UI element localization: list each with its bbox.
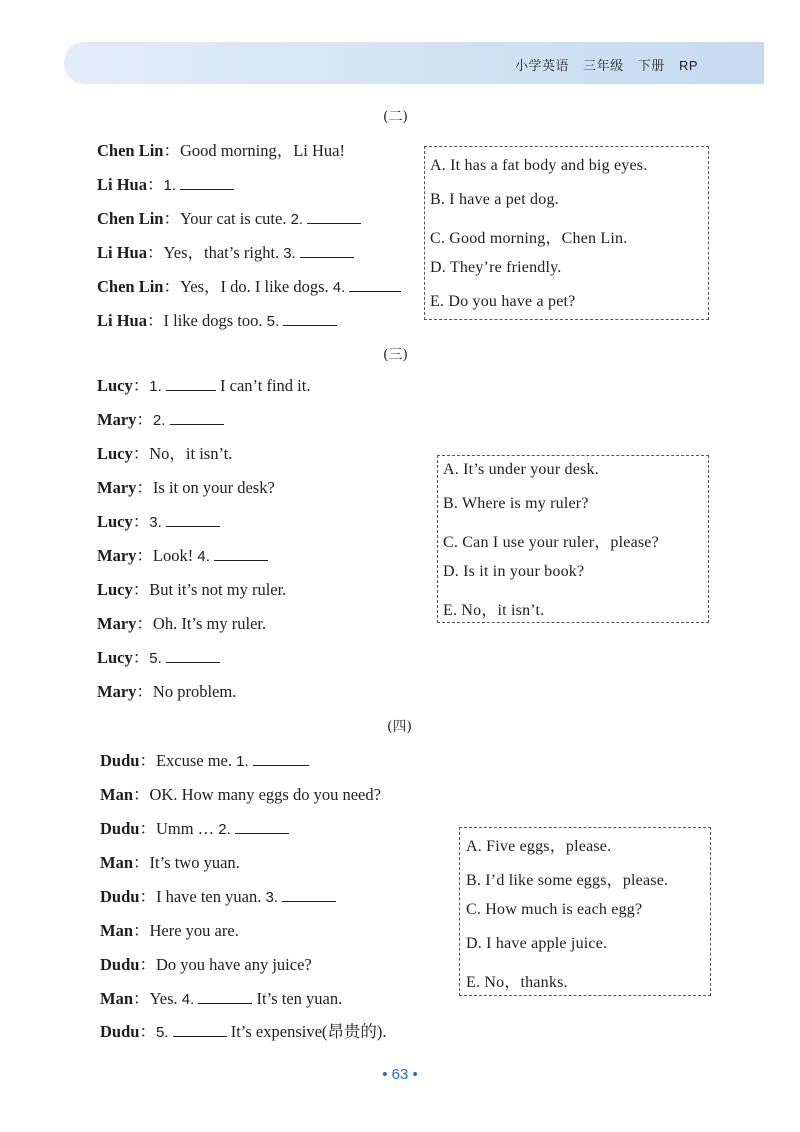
speaker-name: Dudu [100, 955, 140, 974]
speaker-colon: ： [163, 209, 180, 228]
dialogue-line [97, 444, 232, 464]
dialogue-text: OK. How many eggs do you need? [149, 785, 381, 804]
header-volume: 下册 [637, 58, 665, 73]
speaker-colon: ： [163, 277, 180, 296]
dialogue-text-after: It’s ten yuan. [256, 989, 343, 1008]
answer-option: C. Can I use your ruler，please? [443, 534, 659, 551]
speaker-name: Chen Lin [97, 277, 164, 296]
section-title-2: (二) [383, 109, 408, 125]
dialogue-line [97, 614, 266, 634]
dialogue-text: No problem. [152, 682, 237, 701]
question-number: 4. [332, 279, 346, 296]
speaker-colon: ： [146, 311, 164, 330]
dialogue-text: Good morning，Li Hua! [179, 141, 345, 160]
answer-blank[interactable] [282, 887, 336, 902]
speaker-colon: ： [139, 1022, 156, 1041]
speaker-name: Chen Lin [97, 141, 164, 160]
question-number: 2. [218, 821, 231, 838]
speaker-name: Mary [97, 614, 137, 633]
answer-blank[interactable] [198, 989, 252, 1004]
speaker-name: Man [100, 921, 133, 940]
answer-option: B. Where is my ruler? [443, 495, 589, 512]
dialogue-text: Is it on your desk? [152, 478, 275, 497]
dialogue-text: Umm … [155, 819, 215, 838]
speaker-colon: ： [139, 819, 156, 838]
question-number: 2. [152, 412, 166, 429]
answer-option: B. I’d like some eggs，please. [466, 872, 669, 889]
speaker-colon: ： [136, 410, 153, 429]
speaker-colon: ： [136, 682, 153, 701]
dialogue-text: Yes，that’s right. [163, 243, 280, 262]
dialogue-line [97, 376, 310, 397]
dialogue-line [97, 311, 337, 332]
speaker-colon: ： [136, 478, 153, 497]
answer-option: A. It has a fat body and big eyes. [430, 157, 648, 174]
answer-blank[interactable] [349, 277, 401, 292]
dialogue-text: Oh. It’s my ruler. [152, 614, 267, 633]
dialogue-text: It’s two yuan. [149, 853, 240, 872]
speaker-name: Mary [97, 546, 137, 565]
speaker-name: Man [100, 989, 133, 1008]
speaker-colon: ： [139, 955, 156, 974]
dialogue-text: No，it isn’t. [149, 444, 233, 463]
dialogue-text: Excuse me. [155, 751, 233, 770]
speaker-colon: ： [136, 614, 153, 633]
speaker-name: Mary [97, 478, 137, 497]
dialogue-line [100, 819, 289, 840]
speaker-name: Li Hua [97, 175, 147, 194]
dialogue-text: Here you are. [149, 921, 239, 940]
answer-option: C. Good morning，Chen Lin. [430, 230, 628, 247]
dialogue-line [100, 751, 309, 772]
speaker-colon: ： [133, 989, 150, 1008]
answer-option: E. Do you have a pet? [430, 293, 576, 310]
header-subject: 小学英语 [515, 58, 570, 73]
dialogue-line [97, 175, 234, 196]
dialogue-text: Do you have any juice? [155, 955, 312, 974]
speaker-name: Li Hua [97, 243, 147, 262]
dialogue-text: Yes，I do. I like dogs. [179, 277, 329, 296]
dialogue-line [97, 546, 268, 567]
answer-option: C. How much is each egg? [466, 901, 643, 918]
answer-blank[interactable] [253, 751, 309, 766]
answer-option: E. No，it isn’t. [443, 602, 545, 619]
speaker-name: Dudu [100, 887, 140, 906]
dialogue-line [100, 989, 342, 1010]
speaker-colon: ： [163, 141, 180, 160]
dialogue-line [100, 1022, 387, 1043]
answer-blank[interactable] [170, 410, 224, 425]
speaker-name: Dudu [100, 819, 140, 838]
speaker-colon: ： [139, 751, 156, 770]
dialogue-line [97, 580, 286, 600]
answer-option: A. Five eggs，please. [466, 838, 612, 855]
speaker-name: Mary [97, 410, 137, 429]
dialogue-text: Look! [152, 546, 194, 565]
question-number: 2. [290, 211, 304, 228]
speaker-colon: ： [133, 853, 150, 872]
question-number: 3. [265, 889, 278, 906]
header-edition: RP [678, 58, 698, 73]
dialogue-line [100, 785, 381, 805]
speaker-colon: ： [132, 512, 150, 531]
speaker-colon: ： [132, 444, 150, 463]
header-grade: 三年级 [583, 58, 624, 73]
dialogue-line [97, 682, 236, 702]
speaker-colon: ： [133, 785, 150, 804]
question-number: 4. [197, 548, 210, 565]
answer-blank[interactable] [166, 376, 216, 391]
answer-option: B. I have a pet dog. [430, 191, 559, 208]
dialogue-text: Your cat is cute. [179, 209, 287, 228]
speaker-colon: ： [132, 580, 150, 599]
speaker-name: Lucy [97, 512, 133, 531]
dialogue-line [100, 921, 239, 941]
answer-blank[interactable] [283, 311, 337, 326]
answer-blank[interactable] [173, 1022, 227, 1037]
dialogue-line [97, 410, 224, 431]
dialogue-line [100, 853, 240, 873]
dialogue-line [97, 478, 275, 498]
dialogue-line [100, 955, 312, 975]
answer-blank[interactable] [166, 648, 220, 663]
dialogue-line [97, 209, 361, 230]
question-number: 3. [149, 514, 162, 531]
answer-blank[interactable] [180, 175, 234, 190]
question-number: 3. [283, 245, 296, 262]
question-number: 4. [181, 991, 195, 1008]
speaker-colon: ： [136, 546, 153, 565]
question-number: 1. [163, 177, 176, 194]
book-header [505, 55, 698, 74]
answer-blank[interactable] [300, 243, 354, 258]
dialogue-line [97, 648, 220, 669]
answer-option: A. It’s under your desk. [443, 461, 599, 478]
answer-option: D. Is it in your book? [443, 563, 585, 580]
dialogue-text: I like dogs too. [163, 311, 263, 330]
speaker-name: Mary [97, 682, 137, 701]
answer-option: E. No，thanks. [466, 974, 568, 991]
speaker-name: Man [100, 785, 133, 804]
answer-option: D. I have apple juice. [466, 935, 608, 952]
section-title-4: (四) [387, 719, 412, 735]
speaker-colon: ： [132, 376, 150, 395]
dialogue-text: Yes. [149, 989, 178, 1008]
speaker-name: Lucy [97, 648, 133, 667]
speaker-colon: ： [132, 648, 150, 667]
page-number: • 63 • [382, 1066, 418, 1083]
answer-blank[interactable] [235, 819, 289, 834]
question-number: 5. [149, 650, 162, 667]
speaker-colon: ： [146, 243, 164, 262]
speaker-name: Man [100, 853, 133, 872]
dialogue-line [97, 243, 354, 264]
dialogue-text: I have ten yuan. [155, 887, 262, 906]
speaker-name: Lucy [97, 376, 133, 395]
dialogue-line [100, 887, 336, 908]
answer-blank[interactable] [307, 209, 361, 224]
dialogue-line [97, 277, 401, 298]
question-number: 5. [266, 313, 280, 330]
speaker-colon: ： [146, 175, 164, 194]
speaker-name: Chen Lin [97, 209, 164, 228]
dialogue-text: But it’s not my ruler. [149, 580, 287, 599]
speaker-name: Li Hua [97, 311, 147, 330]
speaker-name: Lucy [97, 580, 133, 599]
answer-option: D. They’re friendly. [430, 259, 562, 276]
speaker-name: Lucy [97, 444, 133, 463]
answer-blank[interactable] [166, 512, 220, 527]
dialogue-text-after: It’s expensive(昂贵的). [230, 1022, 387, 1041]
dialogue-text-after: I can’t find it. [220, 376, 311, 395]
question-number: 1. [236, 753, 249, 770]
speaker-name: Dudu [100, 1022, 140, 1041]
dialogue-line [97, 512, 220, 533]
question-number: 1. [149, 378, 162, 395]
speaker-colon: ： [139, 887, 156, 906]
question-number: 5. [155, 1024, 169, 1041]
speaker-colon: ： [133, 921, 150, 940]
speaker-name: Dudu [100, 751, 140, 770]
answer-blank[interactable] [214, 546, 268, 561]
section-title-3: (三) [383, 347, 408, 363]
dialogue-line [97, 141, 345, 161]
